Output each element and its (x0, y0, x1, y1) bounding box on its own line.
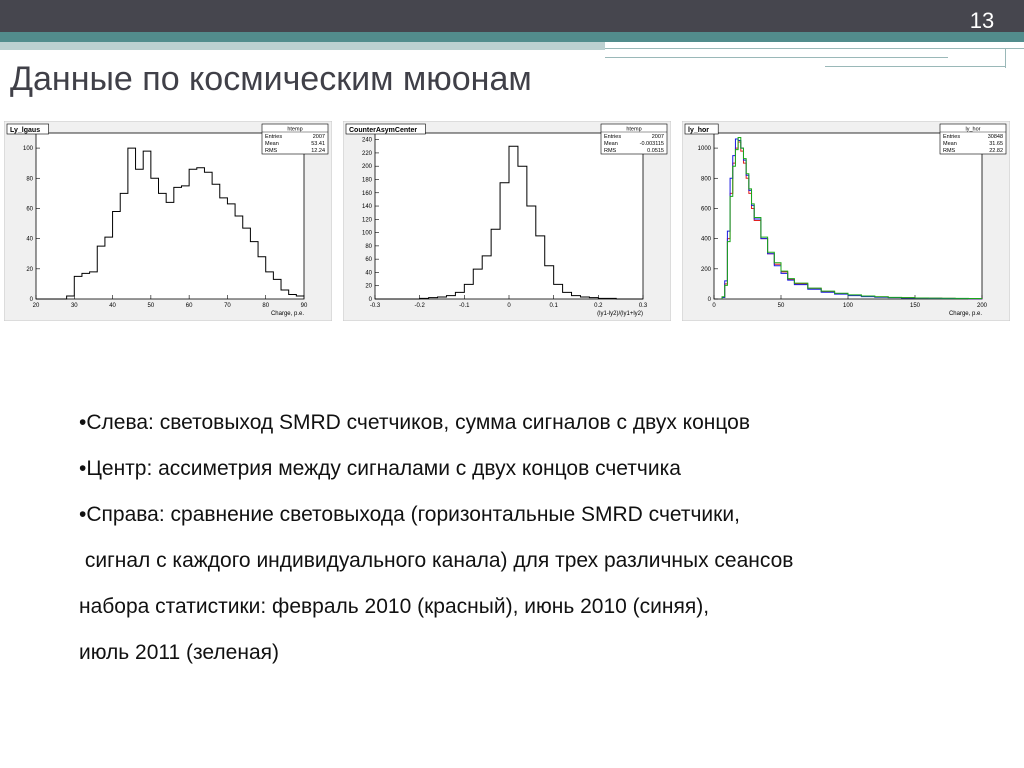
bullet-item: июль 2011 (зеленая) (79, 641, 279, 664)
x-tick-label: 200 (976, 303, 988, 309)
x-tick-label: 0.1 (549, 303, 558, 309)
bullet-item: •Слева: световыход SMRD счетчиков, сумма сигналов с двух концов (79, 411, 750, 434)
bullet-item: набора статистики: февраль 2010 (красный), июнь 2010 (синяя), (79, 595, 710, 618)
hist-name: CounterAsymCenter (349, 127, 418, 134)
y-tick-label: 0 (368, 297, 372, 303)
x-tick-label: 90 (300, 303, 308, 309)
y-tick-label: 220 (361, 150, 372, 157)
y-tick-label: 200 (361, 164, 372, 171)
stats-key: Entries (943, 134, 961, 140)
x-tick-label: -0.3 (369, 303, 381, 309)
x-tick-label: -0.2 (414, 303, 425, 309)
y-tick-label: 0 (29, 297, 33, 303)
chart-ly-lgaus (4, 121, 332, 321)
x-tick-label: 20 (32, 303, 40, 309)
x-tick-label: 70 (224, 303, 231, 309)
x-tick-label: 100 (842, 303, 854, 309)
stats-value: 2007 (651, 134, 664, 140)
x-axis-label: (ly1-ly2)/(ly1+ly2) (597, 311, 643, 317)
y-tick-label: 140 (361, 204, 372, 211)
stats-value: 0.0515 (647, 148, 664, 154)
top-bar (0, 0, 1024, 32)
accent-band (0, 32, 1024, 42)
stats-value: 22.82 (989, 148, 1003, 154)
y-tick-label: 100 (22, 146, 33, 153)
x-tick-label: 0 (712, 303, 716, 309)
stats-box (940, 124, 1006, 154)
decor-line (1005, 48, 1006, 68)
x-tick-label: 50 (147, 303, 155, 309)
x-tick-label: 0 (507, 303, 511, 309)
stats-key: Mean (265, 141, 279, 147)
y-tick-label: 240 (361, 137, 372, 144)
stats-key: RMS (943, 148, 956, 154)
x-tick-label: 150 (909, 303, 921, 309)
decor-line (825, 66, 1005, 67)
y-tick-label: 60 (365, 257, 372, 264)
stats-value: 53.41 (311, 141, 325, 147)
bullet-item: •Центр: ассиметрия между сигналами с двух концов счетчика (79, 457, 681, 480)
stats-title: htemp (287, 126, 303, 133)
y-tick-label: 80 (365, 243, 372, 250)
y-tick-label: 200 (700, 266, 711, 273)
y-tick-label: 60 (26, 206, 33, 213)
y-tick-label: 100 (361, 230, 372, 237)
y-tick-label: 160 (361, 190, 372, 197)
stats-key: Mean (943, 141, 957, 147)
y-tick-label: 1000 (697, 146, 711, 153)
hist-name-box (346, 124, 425, 134)
page-title: Данные по космическим мюонам (10, 60, 532, 98)
hist-name-box (7, 124, 49, 134)
hist-name-box (685, 124, 718, 134)
x-tick-label: 60 (185, 303, 193, 309)
x-tick-label: 50 (777, 303, 785, 309)
stats-key: Mean (604, 141, 618, 147)
stats-key: RMS (604, 148, 617, 154)
y-tick-label: 400 (700, 236, 711, 243)
decor-line (605, 48, 1024, 49)
x-tick-label: 30 (70, 303, 78, 309)
stats-title: htemp (626, 126, 642, 133)
chart-ly-hor (682, 121, 1010, 321)
bullet-list (79, 408, 979, 684)
stats-value: 12.24 (311, 148, 325, 154)
stats-key: Entries (604, 134, 622, 140)
hist-name: ly_hor (688, 127, 710, 134)
bullet-item: сигнал с каждого индивидуального канала) для трех различных сеансов (79, 549, 794, 572)
stats-value: -0.003115 (639, 141, 664, 147)
plot-frame (36, 133, 304, 299)
y-tick-label: 20 (26, 266, 33, 273)
y-tick-label: 40 (26, 236, 33, 243)
stats-value: 30848 (987, 134, 1003, 140)
bullet-item: •Справа: сравнение световыхода (горизонтальные SMRD счетчики, (79, 503, 740, 526)
stats-value: 31.65 (989, 141, 1003, 147)
y-tick-label: 40 (365, 270, 372, 277)
chart-counter-asym-center (343, 121, 671, 321)
y-tick-label: 0 (707, 297, 711, 303)
x-tick-label: 0.3 (638, 303, 648, 309)
light-band (0, 42, 605, 50)
stats-box (601, 124, 667, 154)
decor-line (605, 57, 948, 58)
x-tick-label: -0.1 (459, 303, 470, 309)
y-tick-label: 600 (700, 206, 711, 213)
y-tick-label: 800 (700, 176, 711, 183)
y-tick-label: 20 (365, 283, 372, 290)
white-band (605, 44, 1024, 50)
x-tick-label: 0.2 (594, 303, 603, 309)
y-tick-label: 180 (361, 177, 372, 184)
stats-key: Entries (265, 134, 283, 140)
hist-name: Ly_lgaus (10, 127, 41, 134)
slide-number: 13 (969, 8, 995, 33)
stats-box (262, 124, 328, 154)
x-tick-label: 80 (262, 303, 270, 309)
x-axis-label: Charge, p.e. (270, 311, 304, 317)
stats-title: ly_hor (965, 126, 981, 133)
stats-key: RMS (265, 148, 278, 154)
y-tick-label: 120 (361, 217, 372, 224)
x-tick-label: 40 (109, 303, 116, 309)
stats-value: 2007 (312, 134, 325, 140)
x-axis-label: Charge, p.e. (948, 311, 982, 317)
y-tick-label: 80 (26, 176, 33, 183)
